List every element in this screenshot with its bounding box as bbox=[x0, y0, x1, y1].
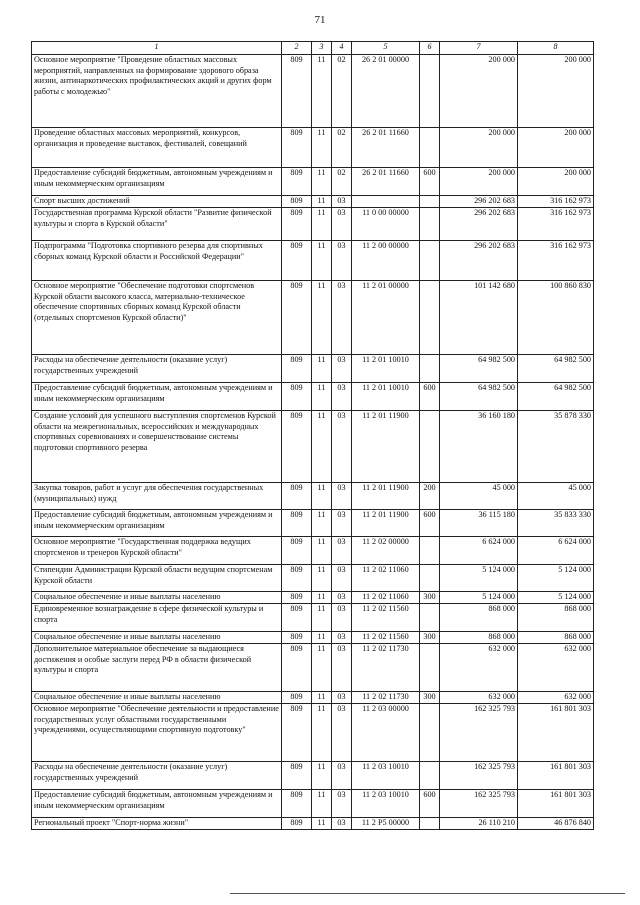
row-code-admin: 809 bbox=[282, 762, 312, 790]
table-row bbox=[32, 168, 594, 196]
row-code-expense-type bbox=[420, 128, 440, 168]
row-code-section: 11 bbox=[312, 818, 332, 830]
row-amount-year1: 868 000 bbox=[440, 604, 518, 632]
row-name: Основное мероприятие "Обеспечение деятельности и предоставление государственных услуг областными государственными учреждениями, осуществляющими спортивную подготовку" bbox=[32, 704, 282, 762]
row-name: Основное мероприятие "Государственная поддержка ведущих спортсменов и тренеров Курской области" bbox=[32, 537, 282, 565]
row-name: Единовременное вознаграждение в сфере физической культуры и спорта bbox=[32, 604, 282, 632]
row-name: Расходы на обеспечение деятельности (оказание услуг) государственных учреждений bbox=[32, 355, 282, 383]
row-code-admin: 809 bbox=[282, 692, 312, 704]
row-amount-year2: 45 000 bbox=[518, 483, 594, 510]
row-name: Социальное обеспечение и иные выплаты населению bbox=[32, 592, 282, 604]
row-name: Спорт высших достижений bbox=[32, 196, 282, 208]
table-row bbox=[32, 762, 594, 790]
row-amount-year1: 632 000 bbox=[440, 644, 518, 692]
row-amount-year2: 200 000 bbox=[518, 168, 594, 196]
row-code-admin: 809 bbox=[282, 790, 312, 818]
row-code-admin: 809 bbox=[282, 592, 312, 604]
row-amount-year2: 316 162 973 bbox=[518, 196, 594, 208]
row-amount-year2: 64 982 500 bbox=[518, 355, 594, 383]
row-name: Социальное обеспечение и иные выплаты населению bbox=[32, 692, 282, 704]
footer-divider bbox=[230, 893, 625, 894]
row-code-section: 11 bbox=[312, 196, 332, 208]
row-code-section: 11 bbox=[312, 537, 332, 565]
row-amount-year2: 64 982 500 bbox=[518, 383, 594, 411]
row-amount-year2: 5 124 000 bbox=[518, 592, 594, 604]
table-row bbox=[32, 604, 594, 632]
row-name: Дополнительное материальное обеспечение за выдающиеся достижения и особые заслуги перед РФ в области физической культуры и спорта bbox=[32, 644, 282, 692]
header-col-1: 1 bbox=[32, 42, 282, 55]
row-code-target: 11 2 01 11900 bbox=[352, 483, 420, 510]
row-code-target: 11 2 01 10010 bbox=[352, 383, 420, 411]
row-amount-year2: 316 162 973 bbox=[518, 208, 594, 241]
header-col-6: 6 bbox=[420, 42, 440, 55]
row-amount-year2: 100 860 830 bbox=[518, 281, 594, 355]
row-amount-year2: 200 000 bbox=[518, 128, 594, 168]
row-code-subsection: 03 bbox=[332, 790, 352, 818]
table-row bbox=[32, 537, 594, 565]
row-amount-year1: 64 982 500 bbox=[440, 355, 518, 383]
row-code-target: 11 2 01 11900 bbox=[352, 411, 420, 483]
row-code-section: 11 bbox=[312, 692, 332, 704]
header-col-4: 4 bbox=[332, 42, 352, 55]
table-row bbox=[32, 565, 594, 592]
row-amount-year1: 5 124 000 bbox=[440, 592, 518, 604]
row-name: Создание условий для успешного выступления спортсменов Курской области на межрегиональных, всероссийских и международных спортивных соревнованиях и совершенствование системы подготовки спортивного резерва bbox=[32, 411, 282, 483]
row-code-section: 11 bbox=[312, 565, 332, 592]
table-row bbox=[32, 241, 594, 281]
row-code-expense-type: 600 bbox=[420, 168, 440, 196]
row-name: Региональный проект "Спорт-норма жизни" bbox=[32, 818, 282, 830]
row-code-subsection: 03 bbox=[332, 411, 352, 483]
row-amount-year2: 5 124 000 bbox=[518, 565, 594, 592]
table-row bbox=[32, 196, 594, 208]
row-code-section: 11 bbox=[312, 632, 332, 644]
row-code-target: 11 2 02 11060 bbox=[352, 565, 420, 592]
row-code-subsection: 03 bbox=[332, 483, 352, 510]
row-amount-year1: 162 325 793 bbox=[440, 704, 518, 762]
row-code-target: 11 2 03 10010 bbox=[352, 790, 420, 818]
row-code-section: 11 bbox=[312, 55, 332, 128]
row-code-subsection: 03 bbox=[332, 510, 352, 537]
row-amount-year2: 161 801 303 bbox=[518, 790, 594, 818]
row-code-subsection: 03 bbox=[332, 383, 352, 411]
row-code-section: 11 bbox=[312, 790, 332, 818]
row-name: Предоставление субсидий бюджетным, автономным учреждениям и иным некоммерческим организациям bbox=[32, 383, 282, 411]
row-amount-year1: 200 000 bbox=[440, 168, 518, 196]
row-name: Подпрограмма "Подготовка спортивного резерва для спортивных сборных команд Курской области и Российской Федерации" bbox=[32, 241, 282, 281]
row-code-target: 11 2 00 00000 bbox=[352, 241, 420, 281]
row-code-expense-type bbox=[420, 208, 440, 241]
row-amount-year1: 200 000 bbox=[440, 55, 518, 128]
row-code-admin: 809 bbox=[282, 383, 312, 411]
row-code-section: 11 bbox=[312, 208, 332, 241]
row-code-section: 11 bbox=[312, 281, 332, 355]
row-code-expense-type bbox=[420, 704, 440, 762]
row-code-admin: 809 bbox=[282, 818, 312, 830]
row-code-target bbox=[352, 196, 420, 208]
row-amount-year2: 868 000 bbox=[518, 604, 594, 632]
row-name: Расходы на обеспечение деятельности (оказание услуг) государственных учреждений bbox=[32, 762, 282, 790]
row-code-expense-type: 200 bbox=[420, 483, 440, 510]
table-row bbox=[32, 644, 594, 692]
row-name: Основное мероприятие "Проведение областных массовых мероприятий, направленных на формирование здорового образа жизни, антинаркотических профилактических акций и других форм работы с молодежью" bbox=[32, 55, 282, 128]
row-code-section: 11 bbox=[312, 644, 332, 692]
row-code-expense-type: 300 bbox=[420, 692, 440, 704]
row-code-target: 11 0 00 00000 bbox=[352, 208, 420, 241]
budget-table bbox=[31, 41, 594, 830]
row-amount-year1: 296 202 683 bbox=[440, 241, 518, 281]
row-name: Предоставление субсидий бюджетным, автономным учреждениям и иным некоммерческим организациям bbox=[32, 790, 282, 818]
row-code-section: 11 bbox=[312, 128, 332, 168]
row-amount-year2: 316 162 973 bbox=[518, 241, 594, 281]
row-code-expense-type bbox=[420, 411, 440, 483]
header-col-8: 8 bbox=[518, 42, 594, 55]
row-code-subsection: 03 bbox=[332, 604, 352, 632]
table-row bbox=[32, 818, 594, 830]
row-name: Закупка товаров, работ и услуг для обеспечения государственных (муниципальных) нужд bbox=[32, 483, 282, 510]
row-code-expense-type bbox=[420, 241, 440, 281]
row-code-admin: 809 bbox=[282, 704, 312, 762]
row-amount-year1: 868 000 bbox=[440, 632, 518, 644]
row-code-target: 11 2 02 11560 bbox=[352, 604, 420, 632]
row-amount-year1: 45 000 bbox=[440, 483, 518, 510]
table-row bbox=[32, 128, 594, 168]
row-amount-year2: 868 000 bbox=[518, 632, 594, 644]
row-name: Проведение областных массовых мероприятий, конкурсов, организация и проведение выставок, фестивалей, совещаний bbox=[32, 128, 282, 168]
row-name: Предоставление субсидий бюджетным, автономным учреждениям и иным некоммерческим организациям bbox=[32, 510, 282, 537]
row-code-subsection: 03 bbox=[332, 208, 352, 241]
row-code-admin: 809 bbox=[282, 644, 312, 692]
row-code-admin: 809 bbox=[282, 537, 312, 565]
row-code-admin: 809 bbox=[282, 208, 312, 241]
row-amount-year1: 296 202 683 bbox=[440, 196, 518, 208]
row-amount-year1: 162 325 793 bbox=[440, 790, 518, 818]
row-code-admin: 809 bbox=[282, 565, 312, 592]
row-code-subsection: 02 bbox=[332, 128, 352, 168]
row-code-target: 11 2 02 11730 bbox=[352, 644, 420, 692]
row-code-admin: 809 bbox=[282, 241, 312, 281]
row-code-subsection: 03 bbox=[332, 704, 352, 762]
row-code-subsection: 03 bbox=[332, 632, 352, 644]
row-code-subsection: 03 bbox=[332, 241, 352, 281]
table-row bbox=[32, 383, 594, 411]
row-code-subsection: 03 bbox=[332, 644, 352, 692]
row-code-expense-type bbox=[420, 644, 440, 692]
row-code-expense-type: 300 bbox=[420, 592, 440, 604]
row-code-admin: 809 bbox=[282, 196, 312, 208]
row-code-target: 11 2 02 11730 bbox=[352, 692, 420, 704]
table-row bbox=[32, 510, 594, 537]
table-row bbox=[32, 355, 594, 383]
row-code-admin: 809 bbox=[282, 355, 312, 383]
row-amount-year2: 6 624 000 bbox=[518, 537, 594, 565]
row-code-target: 11 2 01 10010 bbox=[352, 355, 420, 383]
row-name: Стипендии Администрации Курской области ведущим спортсменам Курской области bbox=[32, 565, 282, 592]
row-code-admin: 809 bbox=[282, 632, 312, 644]
row-name: Основное мероприятие "Обеспечение подготовки спортсменов Курской области высокого класса, материально-техническое обеспечение спортивных сборных команд Курской области (отдельных спортсменов Курской области)" bbox=[32, 281, 282, 355]
table-row bbox=[32, 632, 594, 644]
row-code-target: 26 2 01 11660 bbox=[352, 168, 420, 196]
row-amount-year1: 200 000 bbox=[440, 128, 518, 168]
row-code-admin: 809 bbox=[282, 411, 312, 483]
row-code-expense-type bbox=[420, 355, 440, 383]
row-code-target: 11 2 03 10010 bbox=[352, 762, 420, 790]
row-code-admin: 809 bbox=[282, 510, 312, 537]
table-row bbox=[32, 208, 594, 241]
row-code-subsection: 03 bbox=[332, 565, 352, 592]
row-code-admin: 809 bbox=[282, 281, 312, 355]
row-code-expense-type bbox=[420, 55, 440, 128]
row-code-section: 11 bbox=[312, 241, 332, 281]
row-code-admin: 809 bbox=[282, 604, 312, 632]
table-row bbox=[32, 704, 594, 762]
row-code-section: 11 bbox=[312, 704, 332, 762]
row-amount-year1: 36 160 180 bbox=[440, 411, 518, 483]
row-name: Предоставление субсидий бюджетным, автономным учреждениям и иным некоммерческим организациям bbox=[32, 168, 282, 196]
row-code-expense-type bbox=[420, 762, 440, 790]
row-code-expense-type bbox=[420, 537, 440, 565]
row-code-subsection: 03 bbox=[332, 355, 352, 383]
row-code-section: 11 bbox=[312, 483, 332, 510]
row-amount-year1: 296 202 683 bbox=[440, 208, 518, 241]
table-row bbox=[32, 483, 594, 510]
row-code-section: 11 bbox=[312, 411, 332, 483]
table-row bbox=[32, 692, 594, 704]
table-row bbox=[32, 55, 594, 128]
header-col-2: 2 bbox=[282, 42, 312, 55]
row-code-subsection: 03 bbox=[332, 762, 352, 790]
row-code-subsection: 03 bbox=[332, 281, 352, 355]
row-code-subsection: 03 bbox=[332, 818, 352, 830]
row-code-target: 11 2 01 11900 bbox=[352, 510, 420, 537]
row-code-section: 11 bbox=[312, 592, 332, 604]
row-name: Социальное обеспечение и иные выплаты населению bbox=[32, 632, 282, 644]
row-code-target: 11 2 02 00000 bbox=[352, 537, 420, 565]
row-amount-year2: 35 878 330 bbox=[518, 411, 594, 483]
row-amount-year2: 161 801 303 bbox=[518, 704, 594, 762]
row-code-target: 11 2 03 00000 bbox=[352, 704, 420, 762]
row-code-expense-type bbox=[420, 196, 440, 208]
row-code-target: 11 2 P5 00000 bbox=[352, 818, 420, 830]
row-code-subsection: 02 bbox=[332, 55, 352, 128]
header-col-7: 7 bbox=[440, 42, 518, 55]
header-col-5: 5 bbox=[352, 42, 420, 55]
row-amount-year2: 632 000 bbox=[518, 644, 594, 692]
table-row bbox=[32, 411, 594, 483]
table-body bbox=[32, 55, 594, 830]
row-amount-year1: 632 000 bbox=[440, 692, 518, 704]
row-code-expense-type bbox=[420, 565, 440, 592]
row-code-section: 11 bbox=[312, 168, 332, 196]
row-amount-year2: 200 000 bbox=[518, 55, 594, 128]
row-amount-year1: 101 142 680 bbox=[440, 281, 518, 355]
row-code-expense-type: 600 bbox=[420, 383, 440, 411]
header-col-3: 3 bbox=[312, 42, 332, 55]
row-code-section: 11 bbox=[312, 510, 332, 537]
row-amount-year2: 161 801 303 bbox=[518, 762, 594, 790]
row-code-section: 11 bbox=[312, 383, 332, 411]
row-code-subsection: 03 bbox=[332, 537, 352, 565]
row-code-subsection: 03 bbox=[332, 592, 352, 604]
page-number: 71 bbox=[314, 14, 326, 26]
row-code-target: 11 2 02 11060 bbox=[352, 592, 420, 604]
row-code-expense-type bbox=[420, 818, 440, 830]
row-code-expense-type bbox=[420, 281, 440, 355]
row-code-subsection: 03 bbox=[332, 196, 352, 208]
row-code-target: 26 2 01 00000 bbox=[352, 55, 420, 128]
row-code-section: 11 bbox=[312, 762, 332, 790]
row-amount-year1: 64 982 500 bbox=[440, 383, 518, 411]
row-amount-year1: 36 115 180 bbox=[440, 510, 518, 537]
row-code-section: 11 bbox=[312, 355, 332, 383]
row-code-admin: 809 bbox=[282, 128, 312, 168]
row-code-expense-type: 600 bbox=[420, 510, 440, 537]
row-code-admin: 809 bbox=[282, 483, 312, 510]
row-code-subsection: 02 bbox=[332, 168, 352, 196]
row-code-subsection: 03 bbox=[332, 692, 352, 704]
row-amount-year1: 6 624 000 bbox=[440, 537, 518, 565]
row-name: Государственная программа Курской области "Развитие физической культуры и спорта в Курской области" bbox=[32, 208, 282, 241]
row-amount-year2: 35 833 330 bbox=[518, 510, 594, 537]
row-amount-year1: 162 325 793 bbox=[440, 762, 518, 790]
row-amount-year1: 26 110 210 bbox=[440, 818, 518, 830]
row-code-expense-type bbox=[420, 604, 440, 632]
table-row bbox=[32, 790, 594, 818]
row-code-target: 26 2 01 11660 bbox=[352, 128, 420, 168]
row-code-admin: 809 bbox=[282, 168, 312, 196]
row-code-section: 11 bbox=[312, 604, 332, 632]
row-amount-year2: 46 876 840 bbox=[518, 818, 594, 830]
row-code-admin: 809 bbox=[282, 55, 312, 128]
row-amount-year2: 632 000 bbox=[518, 692, 594, 704]
row-code-target: 11 2 01 00000 bbox=[352, 281, 420, 355]
row-code-target: 11 2 02 11560 bbox=[352, 632, 420, 644]
row-code-expense-type: 300 bbox=[420, 632, 440, 644]
table-row bbox=[32, 281, 594, 355]
table-row bbox=[32, 592, 594, 604]
table-header-row bbox=[32, 42, 594, 55]
row-code-expense-type: 600 bbox=[420, 790, 440, 818]
row-amount-year1: 5 124 000 bbox=[440, 565, 518, 592]
